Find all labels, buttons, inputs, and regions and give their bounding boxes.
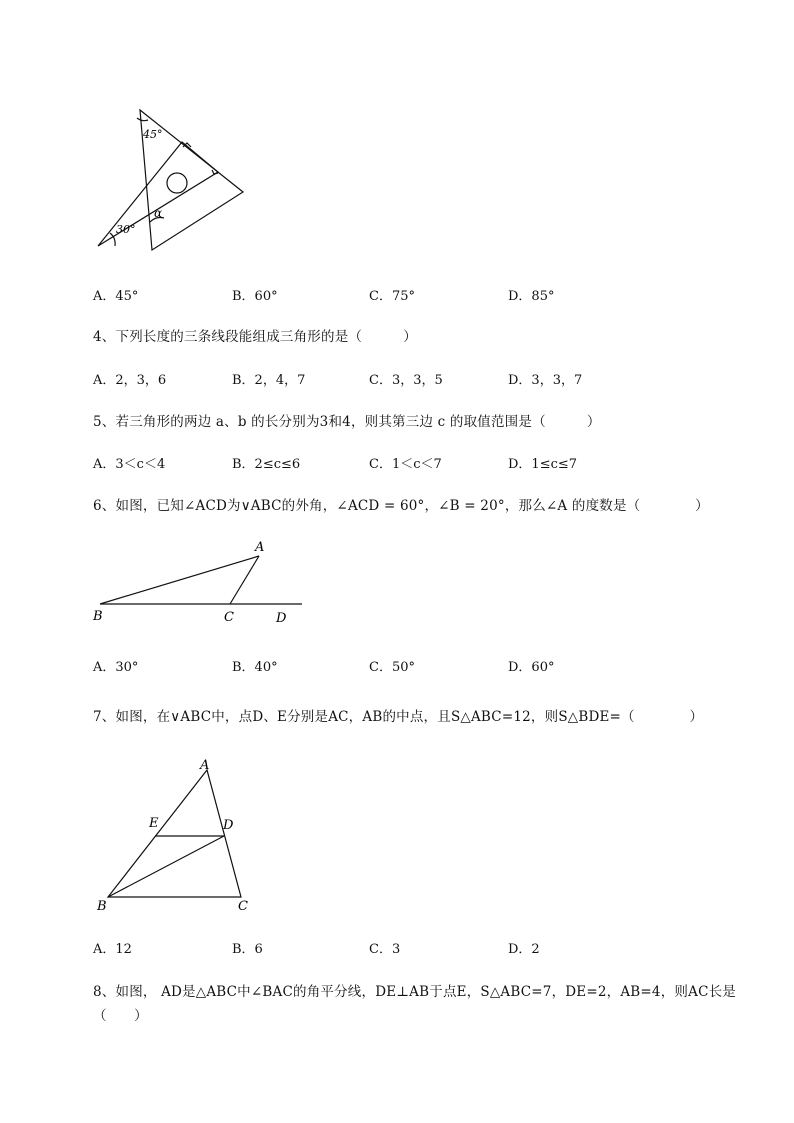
q4-option-b[interactable]: B．2，4，7 xyxy=(232,373,306,388)
vertex-b-label: B xyxy=(93,609,103,624)
segment-ba xyxy=(100,556,259,604)
q6-option-d[interactable]: D．60° xyxy=(508,660,555,675)
q7-option-a[interactable]: A．12 xyxy=(93,942,132,957)
vertex-c-label: C xyxy=(224,610,234,625)
vertex-c-label: C xyxy=(238,899,248,914)
q5-option-b[interactable]: B．2≤c≤6 xyxy=(232,457,301,472)
q3-option-b[interactable]: B．60° xyxy=(232,289,278,304)
question-5: 5、若三角形的两边 a、b 的长分别为3和4，则其第三边 c 的取值范围是（ ） xyxy=(93,414,601,430)
question-8-answer-blank: （ ） xyxy=(93,1008,148,1024)
triangle-midpoints-figure xyxy=(92,755,262,915)
q3-option-c[interactable]: C．75° xyxy=(369,289,415,304)
question-7: 7、如图，在∨ABC中，点D、E分别是AC，AB的中点，且S△ABC=12，则S△BDE=（ ） xyxy=(93,709,704,725)
vertex-b-label: B xyxy=(97,899,107,914)
q7-options xyxy=(93,938,653,958)
vertex-d-label: D xyxy=(223,818,234,833)
q6-options xyxy=(93,656,653,676)
q6-option-a[interactable]: A．30° xyxy=(93,660,139,675)
q3-options xyxy=(93,285,653,305)
angle-30-label: 30° xyxy=(116,223,136,236)
q7-option-b[interactable]: B．6 xyxy=(232,942,263,957)
q5-option-d[interactable]: D．1≤c≤7 xyxy=(508,457,578,472)
angle-45-label: 45° xyxy=(143,128,163,141)
q4-option-d[interactable]: D．3，3，7 xyxy=(508,373,583,388)
question-8: 8、如图， AD是△ABC中∠BAC的角平分线，DE⊥AB于点E，S△ABC=7，DE=2，AB=4，则AC长是 xyxy=(93,984,737,1000)
q6-option-b[interactable]: B．40° xyxy=(232,660,278,675)
q7-option-d[interactable]: D．2 xyxy=(508,942,540,957)
triangle-abc xyxy=(108,770,241,897)
segment-bd xyxy=(108,836,224,897)
triangle-abc-exterior-figure xyxy=(88,535,308,630)
question-4: 4、下列长度的三条线段能组成三角形的是（ ） xyxy=(93,329,417,345)
ruler-hole xyxy=(167,173,187,193)
triangle-ruler-figure xyxy=(90,100,260,260)
q5-options xyxy=(93,453,653,473)
q5-option-a[interactable]: A．3＜c＜4 xyxy=(93,457,166,472)
q5-option-c[interactable]: C．1＜c＜7 xyxy=(369,457,442,472)
q4-option-a[interactable]: A．2，3，6 xyxy=(93,373,167,388)
q4-option-c[interactable]: C．3，3，5 xyxy=(369,373,443,388)
vertex-a-label: A xyxy=(255,540,265,555)
alpha-label: α xyxy=(154,206,163,220)
q6-option-c[interactable]: C．50° xyxy=(369,660,415,675)
q3-option-a[interactable]: A．45° xyxy=(93,289,139,304)
vertex-a-label: A xyxy=(200,758,210,773)
vertex-e-label: E xyxy=(149,816,159,831)
question-6: 6、如图，已知∠ACD为∨ABC的外角，∠ACD = 60°，∠B = 20°，那么∠A 的度数是（ ） xyxy=(93,498,709,514)
q7-option-c[interactable]: C．3 xyxy=(369,942,401,957)
q3-option-d[interactable]: D．85° xyxy=(508,289,555,304)
q4-options xyxy=(93,369,653,389)
vertex-d-label: D xyxy=(276,611,287,626)
